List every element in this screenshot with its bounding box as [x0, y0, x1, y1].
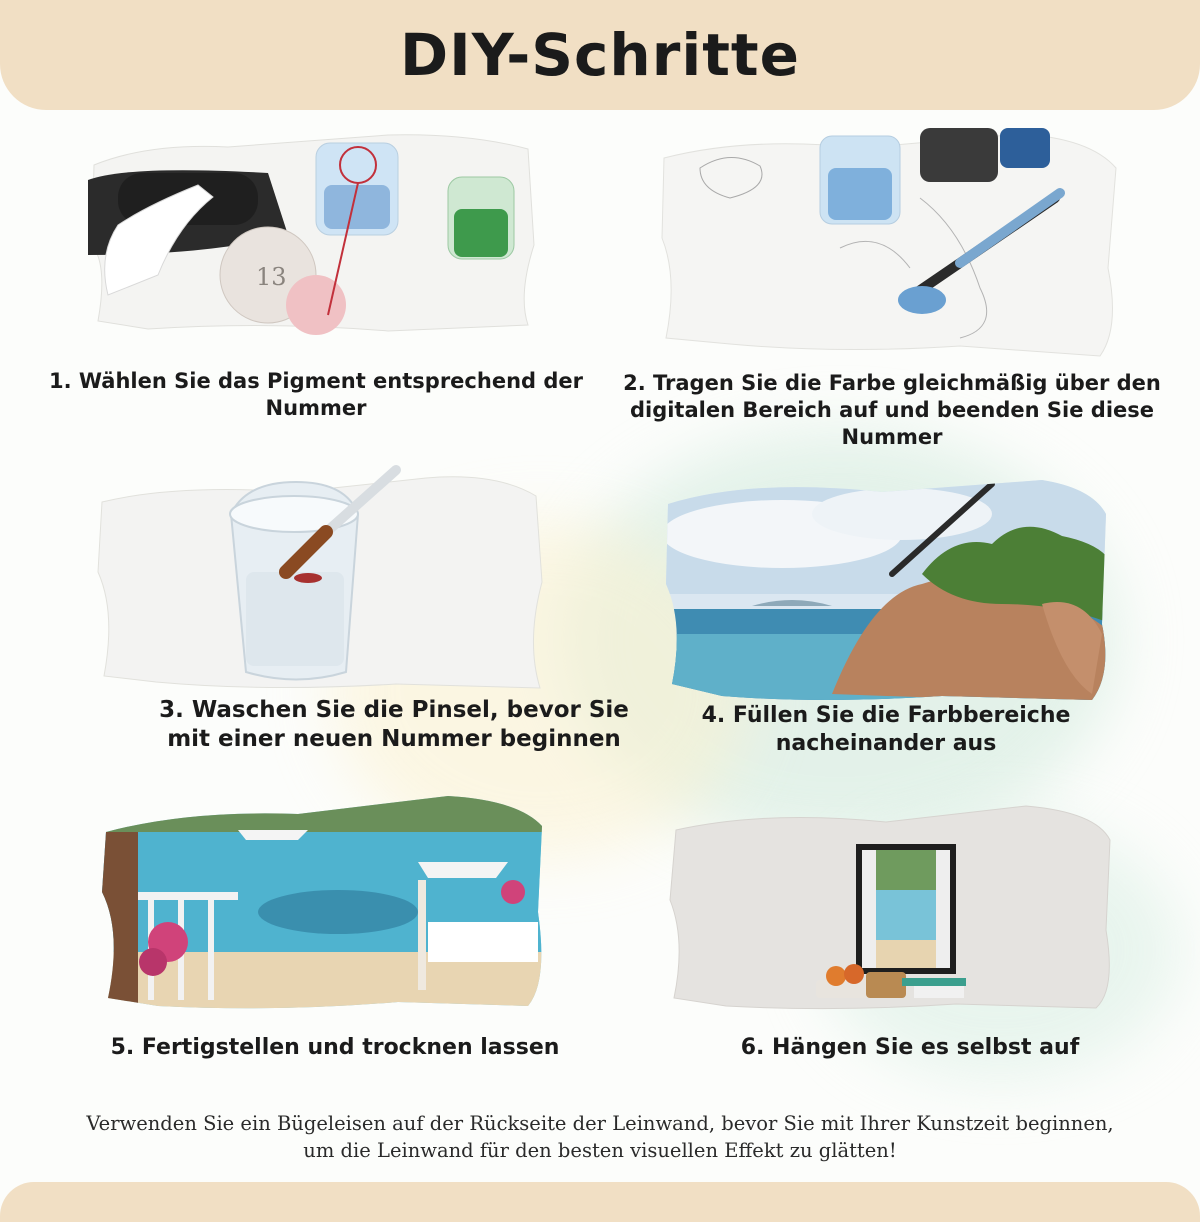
step-3-image [96, 462, 544, 694]
step-4-caption: 4. Füllen Sie die Farbbereiche nacheinander aus [701, 703, 1071, 757]
footer-band [0, 1182, 1200, 1222]
step-6-image [666, 800, 1114, 1012]
page-title: DIY-Schritte [400, 21, 800, 89]
step-2-image [660, 128, 1120, 360]
step-6-caption: 6. Hängen Sie es selbst auf [740, 1035, 1080, 1060]
number-label: 13 [256, 263, 287, 291]
header-banner [0, 0, 1200, 110]
step-3-caption: 3. Waschen Sie die Pinsel, bevor Sie mit einer neuen Nummer beginnen [159, 697, 629, 753]
step-1-image [88, 125, 536, 335]
step-5-image [98, 792, 548, 1012]
step-4-image [662, 474, 1112, 704]
step-1-caption: 1. Wählen Sie das Pigment entsprechend der Nummer [48, 369, 583, 420]
step-2-caption: 2. Tragen Sie die Farbe gleichmäßig über den digitalen Bereich auf und beenden Sie diese Nummer [623, 371, 1161, 449]
ironing-note: Verwenden Sie ein Bügeleisen auf der Rückseite der Leinwand, bevor Sie mit Ihrer Kunstzeit beginnen, um die Leinwand für den besten visuellen Effekt zu glätten! [86, 1112, 1114, 1163]
step-5-caption: 5. Fertigstellen und trocknen lassen [110, 1035, 560, 1060]
